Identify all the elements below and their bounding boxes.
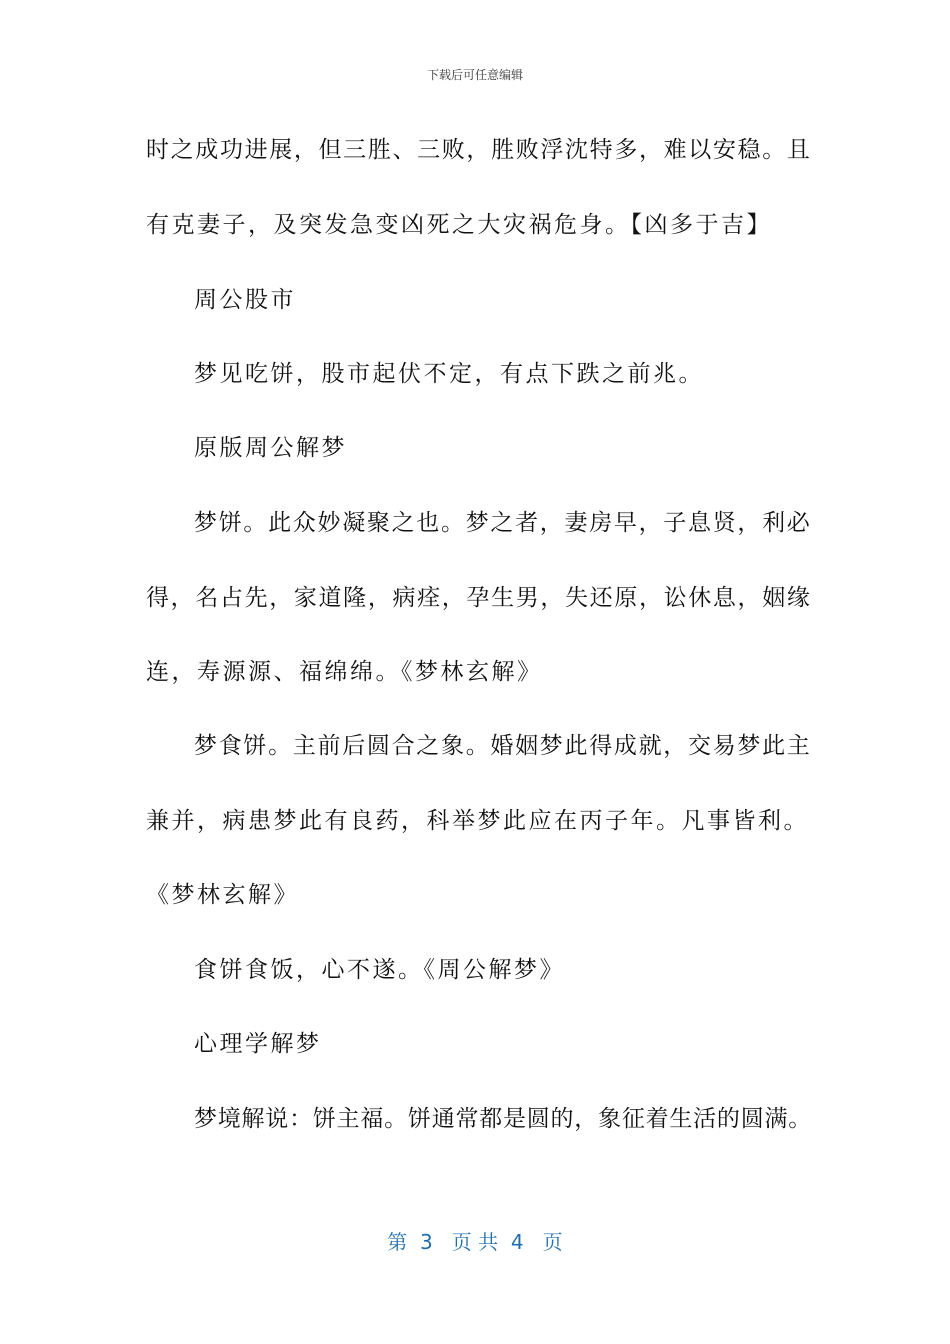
section-heading-psychology: 心理学解梦 bbox=[194, 1031, 322, 1057]
text-line-6: 梦饼。此众妙凝聚之也。梦之者，妻房早，子息贤，利必 bbox=[194, 510, 812, 536]
text-line-4: 梦见吃饼，股市起伏不定，有点下跌之前兆。 bbox=[194, 361, 704, 387]
text-line-8: 连，寿源源、福绵绵。《梦林玄解》 bbox=[146, 659, 543, 685]
text-line-12: 食饼食饭，心不遂。《周公解梦》 bbox=[194, 957, 565, 983]
text-line-11: 《梦林玄解》 bbox=[146, 882, 299, 908]
text-line-2: 有克妻子，及突发急变凶死之大灾祸危身。【凶多于吉】 bbox=[146, 212, 772, 238]
text-line-7: 得，名占先，家道隆，病痊，孕生男，失还原，讼休息，姻缘 bbox=[146, 585, 812, 611]
section-heading-stock: 周公股市 bbox=[194, 287, 296, 313]
page-footer: 第 3 页 共 4 页 bbox=[387, 1230, 563, 1254]
text-line-10: 兼并，病患梦此有良药，科举梦此应在丙子年。凡事皆利。 bbox=[146, 808, 809, 834]
text-line-1: 时之成功进展，但三胜、三败，胜败浮沈特多，难以安稳。且 bbox=[146, 137, 812, 163]
text-line-9: 梦食饼。主前后圆合之象。婚姻梦此得成就，交易梦此主 bbox=[194, 733, 812, 759]
text-line-14: 梦境解说：饼主福。饼通常都是圆的，象征着生活的圆满。 bbox=[194, 1106, 812, 1132]
section-heading-original: 原版周公解梦 bbox=[194, 435, 347, 461]
page-header: 下载后可任意编辑 bbox=[426, 68, 523, 82]
